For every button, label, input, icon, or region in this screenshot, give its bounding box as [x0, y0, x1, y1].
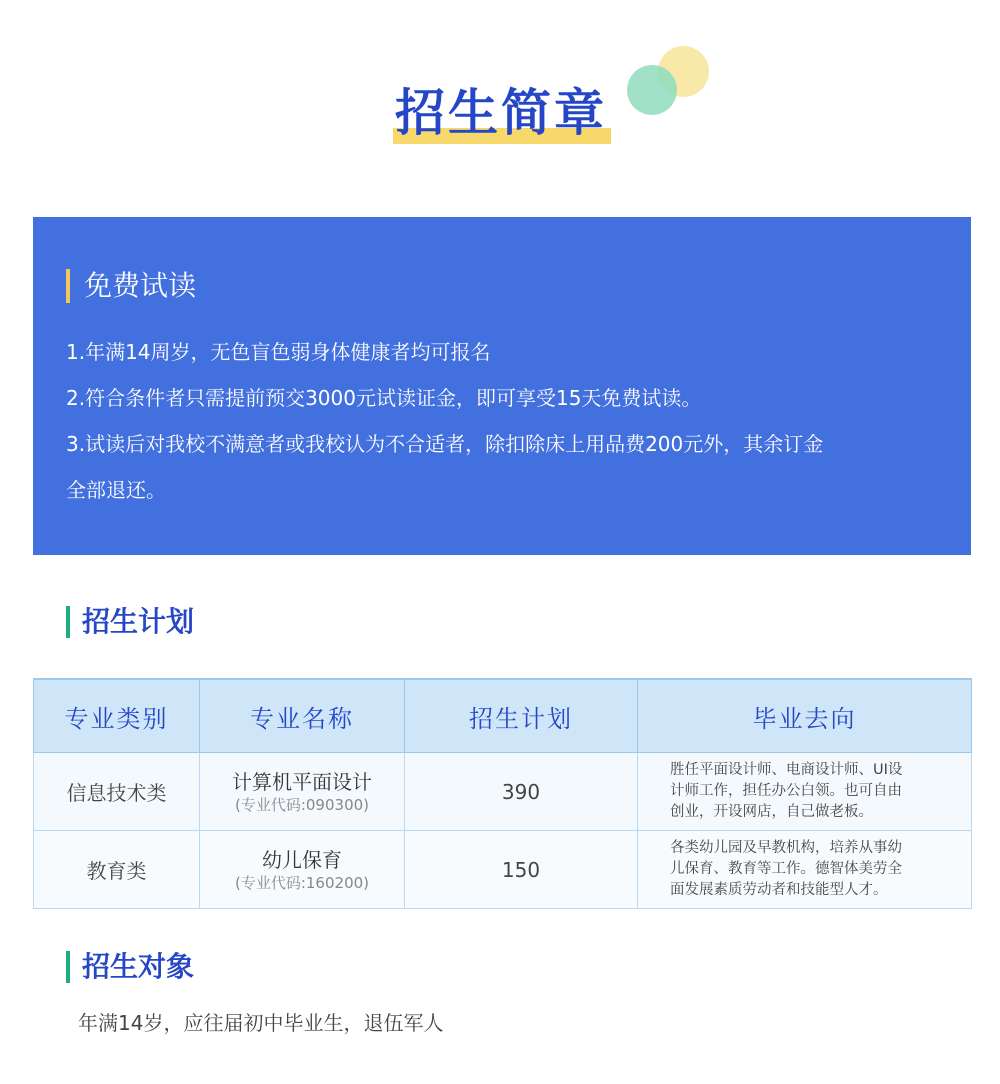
major-code: (专业代码:160200)	[234, 873, 370, 892]
free-trial-heading: 免费试读	[66, 269, 196, 303]
column-header-major-name: 专业名称	[200, 679, 405, 753]
cell-major-name	[200, 831, 405, 909]
free-trial-line: 3.试读后对我校不满意者或我校认为不合适者，除扣除床上用品费200元外，其余订金	[66, 432, 824, 456]
cell-quota: 390	[405, 753, 638, 831]
destination-line: 胜任平面设计师、电商设计师、UI设	[670, 762, 903, 778]
major-code: (专业代码:090300)	[234, 795, 370, 814]
destination-line: 各类幼儿园及早教机构，培养从事幼	[670, 840, 902, 856]
destination-line: 计师工作，担任办公白领。也可自由	[670, 783, 902, 799]
free-trial-line: 2.符合条件者只需提前预交3000元试读证金，即可享受15天免费试读。	[66, 386, 702, 410]
free-trial-panel	[33, 217, 971, 555]
table-row	[34, 753, 972, 831]
cell-major-name	[200, 753, 405, 831]
column-header-destination: 毕业去向	[638, 679, 972, 753]
cell-destination	[638, 753, 972, 831]
title-area	[0, 0, 1000, 180]
page-title: 招生简章	[395, 84, 607, 142]
table-header-row	[34, 679, 972, 753]
free-trial-line: 全部退还。	[66, 478, 166, 502]
free-trial-list	[66, 329, 946, 513]
destination-line: 创业，开设网店，自己做老板。	[670, 804, 873, 820]
free-trial-line: 1.年满14周岁，无色盲色弱身体健康者均可报名	[66, 340, 491, 364]
enrollment-target-heading: 招生对象	[66, 951, 194, 983]
major-name: 计算机平面设计	[232, 769, 372, 794]
destination-line: 儿保育、教育等工作。德智体美劳全	[670, 861, 902, 877]
enrollment-plan-table	[33, 678, 972, 909]
destination-line: 面发展素质劳动者和技能型人才。	[670, 882, 888, 898]
enrollment-plan-heading: 招生计划	[66, 606, 194, 638]
cell-destination	[638, 831, 972, 909]
table-row	[34, 831, 972, 909]
decor-circle-green	[627, 65, 677, 115]
cell-category: 教育类	[34, 831, 200, 909]
major-name: 幼儿保育	[262, 847, 342, 872]
cell-quota: 150	[405, 831, 638, 909]
cell-category: 信息技术类	[34, 753, 200, 831]
enrollment-target-text: 年满14岁，应往届初中毕业生，退伍军人	[78, 1011, 444, 1035]
column-header-category: 专业类别	[34, 679, 200, 753]
column-header-quota: 招生计划	[405, 679, 638, 753]
